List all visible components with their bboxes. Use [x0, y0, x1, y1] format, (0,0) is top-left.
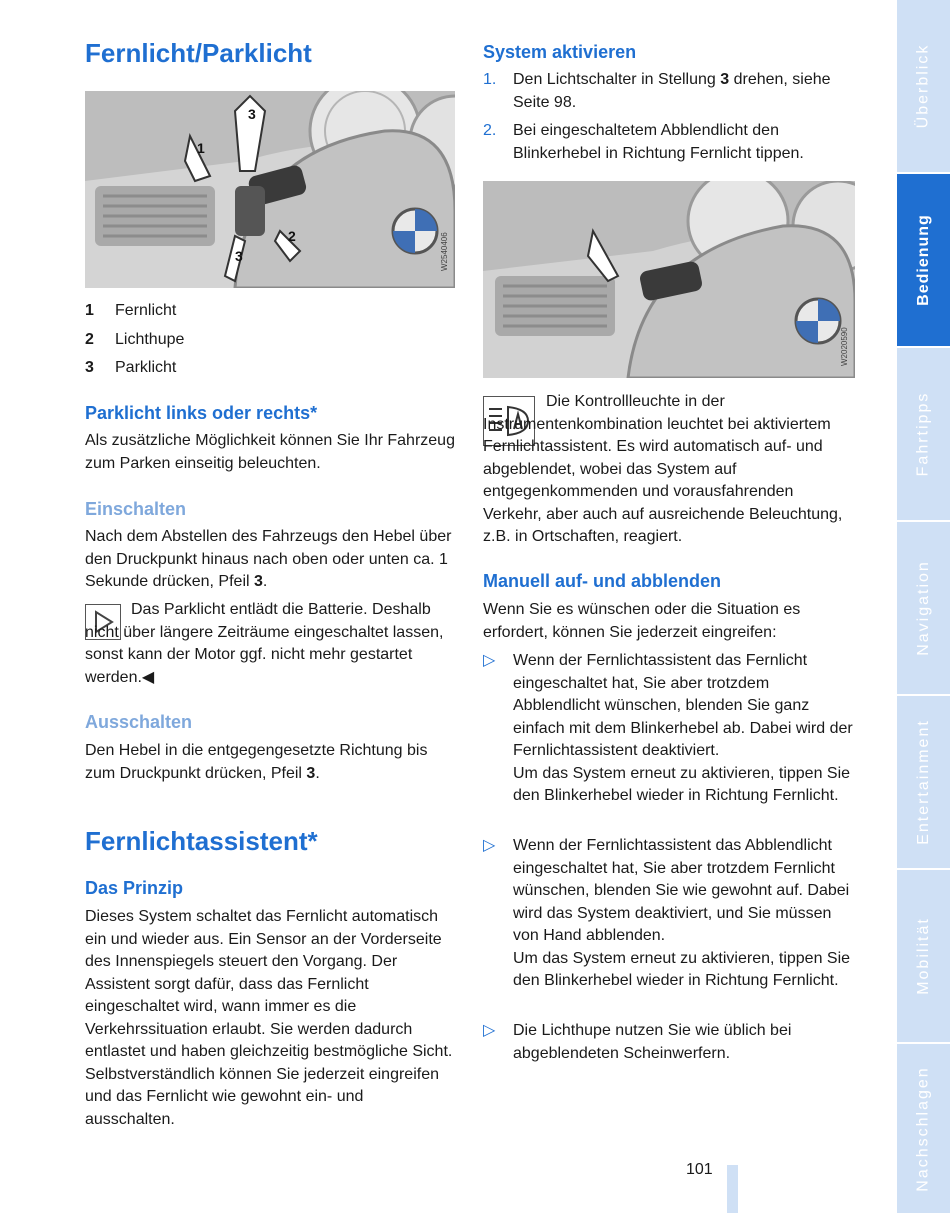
page-title: Fernlicht/Parklicht: [85, 38, 312, 68]
einschalten-text: Nach dem Abstellen des Fahrzeugs den Hebel über den Druckpunkt hinaus nach oben oder unten ca. 1 Sekunde drücken, Pfeil 3.: [85, 528, 452, 590]
bullet-item-3: [483, 1020, 855, 1070]
step-text: Den Lichtschalter in Stellung 3 drehen, siehe Seite 98.: [513, 71, 831, 111]
legend-label: Lichthupe: [115, 331, 185, 348]
bullet-item-1: [483, 650, 855, 830]
legend-label: Parklicht: [115, 359, 177, 376]
aktivieren-heading: System aktivieren: [483, 42, 637, 62]
bullet-triangle-icon: ▷: [483, 652, 496, 669]
step-number: 2.: [483, 122, 497, 139]
step-text: Bei eingeschaltetem Abblendlicht den Blinkerhebel in Richtung Fernlicht tippen.: [513, 122, 804, 162]
tab-bedienung[interactable]: Bedienung: [897, 174, 950, 346]
step-number: 1.: [483, 71, 497, 88]
note-text: Das Parklicht entlädt die Batterie. Deshalb nicht über längere Zeiträume eingeschaltet lassen, sonst kann der Motor ggf. nicht mehr gestartet werden.◀: [85, 601, 444, 686]
legend-number: 2: [85, 331, 94, 348]
svg-text:3: 3: [235, 248, 243, 264]
svg-text:1: 1: [197, 140, 205, 156]
tab-nachschlagen[interactable]: Nachschlagen: [914, 1065, 932, 1192]
einschalten-heading: Einschalten: [85, 499, 187, 519]
lever-photo: [85, 91, 455, 288]
image-code: W2020590: [840, 327, 849, 366]
legend-number: 1: [85, 302, 94, 319]
bullet-text-2: Um das System erneut zu aktivieren, tippen Sie den Blinkerhebel wieder in Richtung Fernlicht.: [513, 764, 851, 804]
prinzip-text: Dieses System schaltet das Fernlicht automatisch ein und wieder aus. Ein Sensor an der Vorderseite des Innenspiegels steuert den Vorgang. Der Assistent sorgt dafür, dass das Fernlicht eingeschaltet wird, wann immer es die Verkehrssituation erlaubt. Sie werden dadurch entlastet und haben gleichzeitig bestmögliche Sicht. Selbstverständlich können Sie jederzeit eingreifen und das Fernlicht wie gewohnt ein- und ausschalten.: [85, 908, 453, 1128]
parklicht-heading: Parklicht links oder rechts*: [85, 403, 318, 423]
legend-item-3: [85, 359, 176, 377]
tab-navigation[interactable]: Navigation: [914, 560, 932, 656]
blinker-photo: [483, 181, 855, 378]
ausschalten-text: Den Hebel in die entgegengesetzte Richtung bis zum Druckpunkt drücken, Pfeil 3.: [85, 742, 428, 782]
step-1: [483, 69, 855, 114]
svg-text:2: 2: [288, 228, 296, 244]
legend-item-2: [85, 331, 184, 349]
manuell-heading: Manuell auf- und abblenden: [483, 571, 721, 591]
step-2: [483, 120, 855, 165]
chapter-tabs: [897, 0, 950, 1213]
page-number-bar: [727, 1165, 738, 1213]
legend-item-1: [85, 302, 176, 320]
prinzip-heading: Das Prinzip: [85, 878, 184, 898]
tab-ueberblick[interactable]: Überblick: [914, 43, 932, 129]
tab-entertainment[interactable]: Entertainment: [914, 719, 932, 845]
bullet-triangle-icon: ▷: [483, 1022, 496, 1039]
assistent-title: Fernlichtassistent*: [85, 826, 318, 856]
bullet-text: Die Lichthupe nutzen Sie wie üblich bei abgeblendeten Scheinwerfern.: [513, 1022, 792, 1062]
tab-fahrtipps[interactable]: Fahrtipps: [914, 391, 932, 477]
legend-number: 3: [85, 359, 94, 376]
parklicht-text: Als zusätzliche Möglichkeit können Sie Ihr Fahrzeug zum Parken einseitig beleuchten.: [85, 432, 455, 472]
image-code: W2540406: [440, 232, 449, 271]
bullet-text-2: Um das System erneut zu aktivieren, tippen Sie den Blinkerhebel wieder in Richtung Fernlicht.: [513, 949, 851, 989]
svg-text:3: 3: [248, 106, 256, 122]
legend-label: Fernlicht: [115, 302, 177, 319]
tab-mobilitaet[interactable]: Mobilität: [914, 917, 932, 995]
bullet-item-2: [483, 835, 855, 1015]
ausschalten-heading: Ausschalten: [85, 712, 193, 732]
indicator-text: Die Kontrollleuchte in der Instrumentenkombination leuchtet bei aktiviertem Fernlichtassistent. Es wird automatisch auf- und abgeblendet, wobei das System auf entgegenkommenden und vorausfahrenden Verkehr, aber auch auf ausreichende Beleuchtung, z.B. in Ortschaften, reagiert.: [483, 393, 843, 545]
bullet-text: Wenn der Fernlichtassistent das Abblendlicht eingeschaltet hat, Sie aber trotzdem Fernlicht wünschen, blenden Sie wie gewohnt auf. Dabei wird das System deaktiviert, und Sie müssen von Hand abblenden.: [513, 837, 850, 944]
bullet-text: Wenn der Fernlichtassistent das Fernlicht eingeschaltet hat, Sie aber trotzdem Abblendlicht wünschen, blenden Sie ganz einfach mit dem Blinkerhebel ab. Dabei wird der Fernlichtassistent deaktiviert.: [513, 652, 853, 759]
manuell-text: Wenn Sie es wünschen oder die Situation es erfordert, können Sie jederzeit eingreifen:: [483, 601, 801, 641]
page-number: 101: [686, 1161, 713, 1178]
bullet-triangle-icon: ▷: [483, 837, 496, 854]
